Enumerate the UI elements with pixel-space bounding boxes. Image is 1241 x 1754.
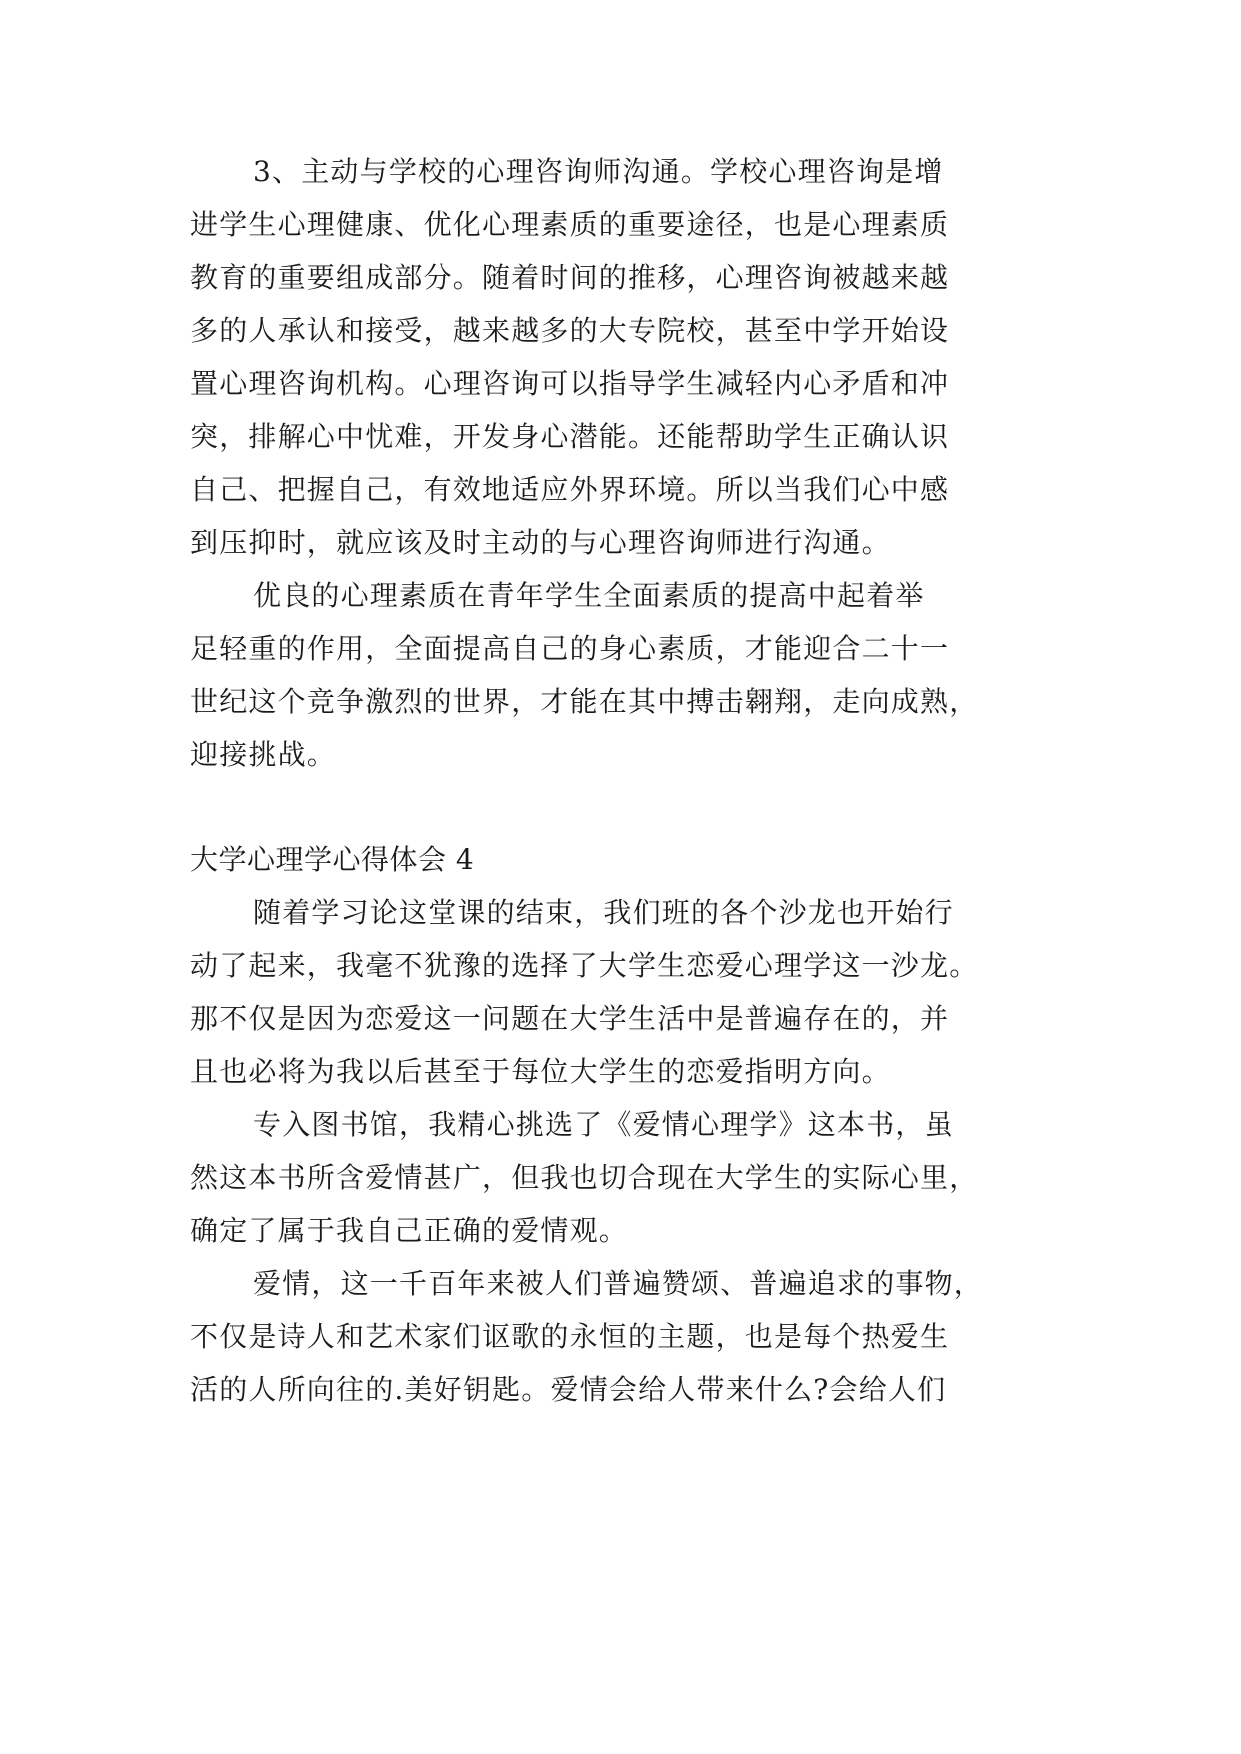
text-line: 足轻重的作用，全面提高自己的身心素质，才能迎合二十一 — [190, 632, 950, 665]
text-line: 确定了属于我自己正确的爱情观。 — [190, 1214, 629, 1247]
text-line: 自己、把握自己，有效地适应外界环境。所以当我们心中感 — [190, 473, 950, 506]
text-line: 活的人所向往的.美好钥匙。爱情会给人带来什么?会给人们 — [190, 1373, 947, 1406]
text-line: 进学生心理健康、优化心理素质的重要途径，也是心理素质 — [190, 208, 950, 241]
text-line: 多的人承认和接受，越来越多的大专院校，甚至中学开始设 — [190, 314, 950, 347]
text-line: 迎接挑战。 — [190, 738, 337, 771]
text-line: 动了起来，我毫不犹豫的选择了大学生恋爱心理学这一沙龙。 — [190, 949, 979, 982]
text-line: 教育的重要组成部分。随着时间的推移，心理咨询被越来越 — [190, 261, 950, 294]
text-line: 随着学习论这堂课的结束，我们班的各个沙龙也开始行 — [253, 896, 954, 929]
text-line: 3、主动与学校的心理咨询师沟通。学校心理咨询是增 — [253, 155, 944, 188]
text-line: 突，排解心中忧难，开发身心潜能。还能帮助学生正确认识 — [190, 420, 950, 453]
text-line: 专入图书馆，我精心挑选了《爱情心理学》这本书，虽 — [253, 1108, 954, 1141]
text-line: 然这本书所含爱情甚广，但我也切合现在大学生的实际心里， — [190, 1161, 979, 1194]
text-line: 优良的心理素质在青年学生全面素质的提高中起着举 — [253, 579, 925, 612]
section-heading: 大学心理学心得体会 4 — [190, 843, 475, 876]
text-line: 爱情，这一千百年来被人们普遍赞颂、普遍追求的事物， — [253, 1267, 984, 1300]
text-line: 世纪这个竞争激烈的世界，才能在其中搏击翱翔，走向成熟， — [190, 685, 979, 718]
text-line: 且也必将为我以后甚至于每位大学生的恋爱指明方向。 — [190, 1055, 891, 1088]
text-line: 到压抑时，就应该及时主动的与心理咨询师进行沟通。 — [190, 526, 891, 559]
text-line: 置心理咨询机构。心理咨询可以指导学生减轻内心矛盾和冲 — [190, 367, 950, 400]
text-line: 不仅是诗人和艺术家们讴歌的永恒的主题，也是每个热爱生 — [190, 1320, 950, 1353]
text-line: 那不仅是因为恋爱这一问题在大学生活中是普遍存在的，并 — [190, 1002, 950, 1035]
